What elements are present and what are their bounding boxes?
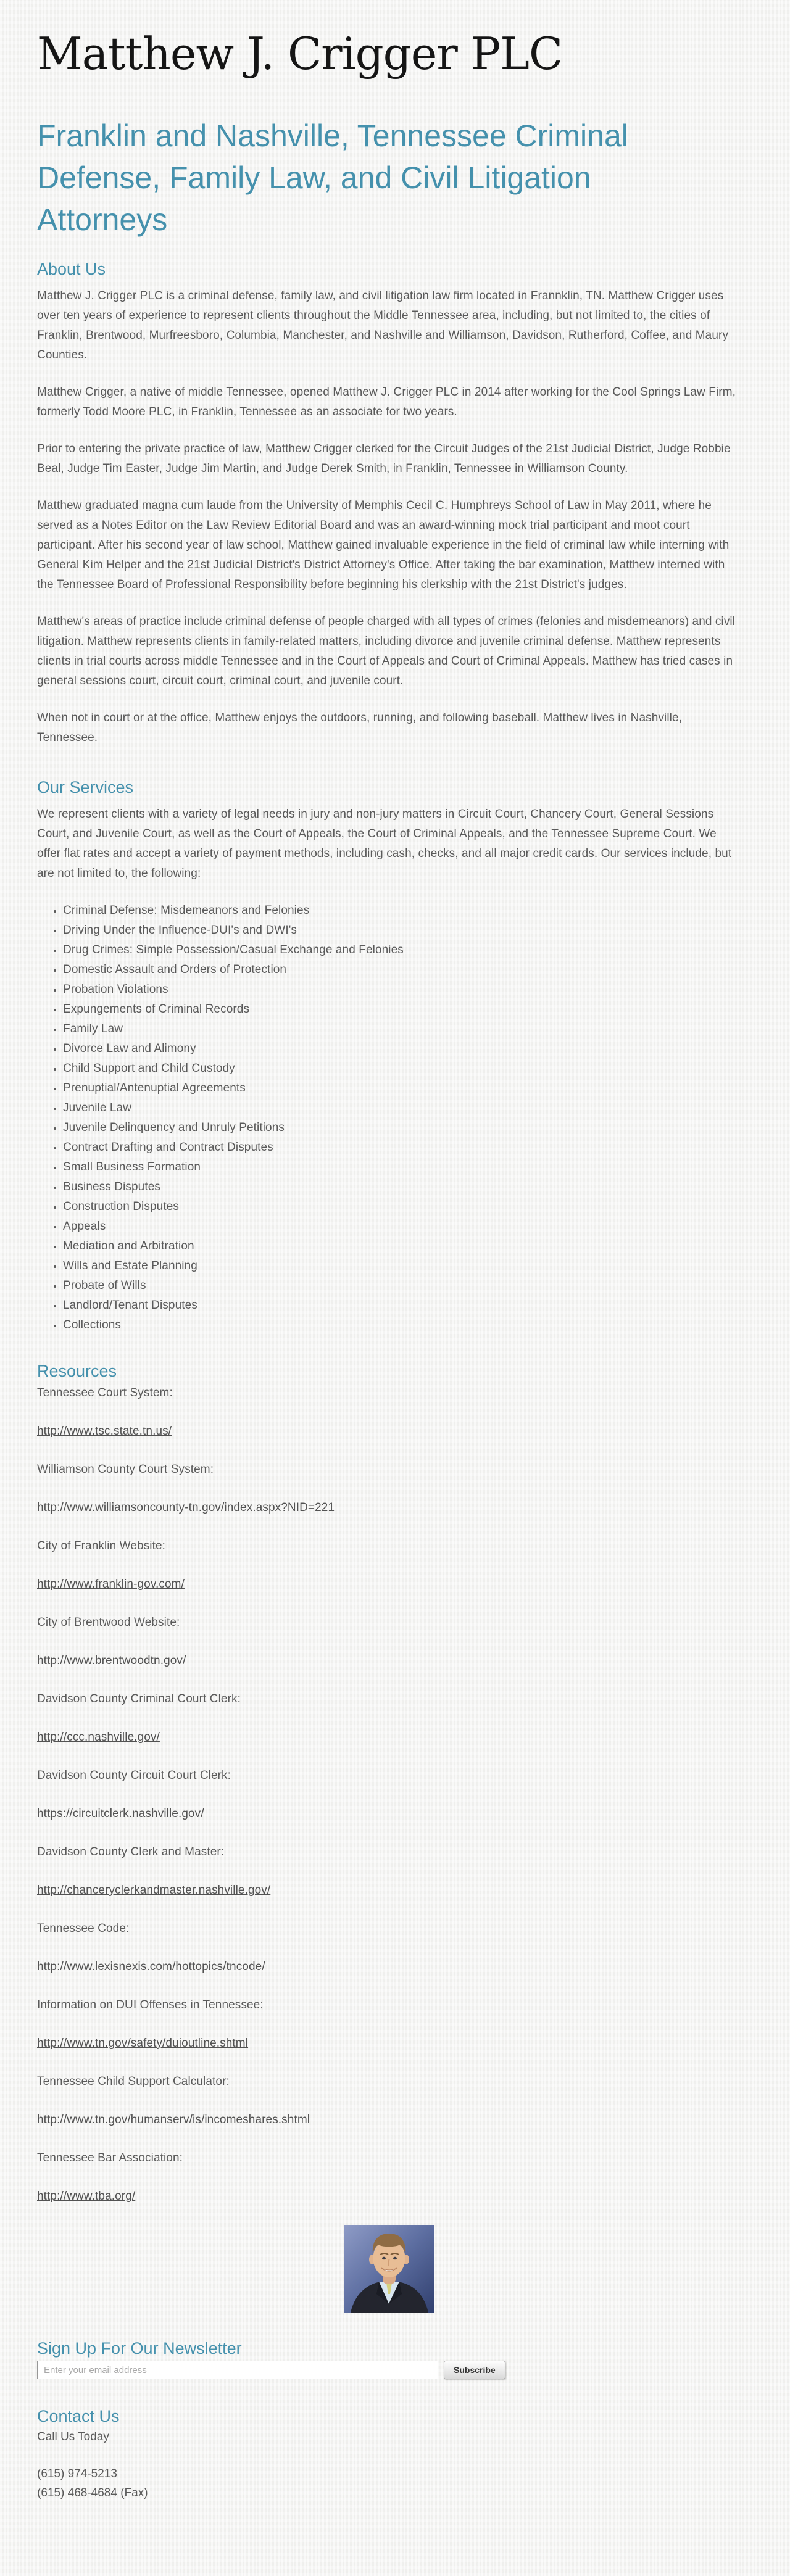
services-intro: We represent clients with a variety of legal needs in jury and non-jury matters in Circuit Court, Chancery Court, General Sessions Court, and Juvenile Court, as well as the Court of Appeals, the Court of Criminal Appeals, and the Tennessee Supreme Court. We offer flat rates and accept a variety of payment methods, including cash, checks, and all major credit cards. Our services include, but are not limited to, the following: <box>37 808 732 880</box>
site-tagline: Franklin and Nashville, Tennessee Criminal Defense, Family Law, and Civil Litigation Attorneys <box>37 118 628 237</box>
resource-link-row <box>37 1881 741 1900</box>
service-item: • Construction Disputes <box>63 1197 741 1217</box>
about-paragraph: Matthew graduated magna cum laude from the University of Memphis Cecil C. Humphreys School of Law in May 2011, where he served as a Notes Editor on the Law Review Editorial Board and was an award-winning mock trial participant and moot court participant. After his second year of law school, Matthew gained invaluable experience in the field of criminal law while interning with General Kim Helper and the 21st Judicial District's District Attorney's Office. After taking the bar examination, Matthew interned with the Tennessee Board of Professional Responsibility before beginning his clerkship with the 21st District's judges. <box>37 499 730 591</box>
service-item: • Mediation and Arbitration <box>63 1236 741 1256</box>
resource-link-row <box>37 1957 741 1977</box>
about-section <box>37 258 741 748</box>
service-item: • Family Law <box>63 1019 741 1039</box>
resource-label: Davidson County Criminal Court Clerk: <box>37 1692 241 1705</box>
service-item: • Prenuptial/Antenuptial Agreements <box>63 1079 741 1098</box>
fax-number: (615) 468-4684 (Fax) <box>37 2487 148 2499</box>
resource-link-row <box>37 1728 741 1747</box>
service-item: • Collections <box>63 1315 741 1335</box>
service-item: • Divorce Law and Alimony <box>63 1039 741 1059</box>
resource-link-row <box>37 2110 741 2130</box>
service-item: • Landlord/Tenant Disputes <box>63 1296 741 1315</box>
about-paragraph: Matthew's areas of practice include criminal defense of people charged with all types of crimes (felonies and misdemeanors) and civil litigation. Matthew represents clients in family-related matters, including divorce and juvenile criminal defense. Matthew represents clients in trial courts across middle Tennessee and in the Court of Appeals and Court of Criminal Appeals. Matthew has tried cases in general sessions court, circuit court, criminal court, and juvenile court. <box>37 615 736 687</box>
attorney-photo <box>344 2225 434 2313</box>
newsletter-form <box>37 2361 741 2379</box>
resource-label: Tennessee Court System: <box>37 1386 173 1399</box>
resource-label: Davidson County Clerk and Master: <box>37 1845 225 1858</box>
service-item: • Criminal Defense: Misdemeanors and Felonies <box>63 901 741 921</box>
resources-section <box>37 1360 741 2206</box>
resource-link[interactable]: http://www.williamsoncounty-tn.gov/index.aspx?NID=221 <box>37 1501 335 1514</box>
about-paragraph: When not in court or at the office, Matthew enjoys the outdoors, running, and following baseball. Matthew lives in Nashville, Tennessee. <box>37 711 683 744</box>
resource-link[interactable]: https://circuitclerk.nashville.gov/ <box>37 1807 204 1820</box>
resource-label: Tennessee Bar Association: <box>37 2151 183 2164</box>
page <box>0 25 790 2503</box>
resource-link-row <box>37 2034 741 2053</box>
contact-heading: Contact Us <box>37 2407 120 2425</box>
resource-link[interactable]: http://www.tba.org/ <box>37 2190 136 2203</box>
resources-list <box>37 1383 741 2206</box>
service-item: • Probate of Wills <box>63 1276 741 1296</box>
service-item: • Juvenile Delinquency and Unruly Petitions <box>63 1118 741 1138</box>
services-heading: Our Services <box>37 778 134 797</box>
resource-label: Davidson County Circuit Court Clerk: <box>37 1769 231 1782</box>
service-item: • Child Support and Child Custody <box>63 1059 741 1079</box>
resource-link-row <box>37 1804 741 1824</box>
about-paragraphs <box>37 286 741 748</box>
about-paragraph: Prior to entering the private practice of law, Matthew Crigger clerked for the Circuit Judges of the 21st Judicial District, Judge Robbie Beal, Judge Tim Easter, Judge Jim Martin, and Judge Derek Smith, in Franklin, Tennessee in Williamson County. <box>37 442 731 475</box>
service-item: • Contract Drafting and Contract Disputes <box>63 1138 741 1158</box>
services-list <box>37 901 741 1335</box>
about-paragraph: Matthew Crigger, a native of middle Tennessee, opened Matthew J. Crigger PLC in 2014 after working for the Cool Springs Law Firm, formerly Todd Moore PLC, in Franklin, Tennessee as an associate for two years. <box>37 386 736 418</box>
resource-link[interactable]: http://www.tn.gov/humanserv/is/incomeshares.shtml <box>37 2113 310 2126</box>
resource-label: Tennessee Code: <box>37 1922 130 1935</box>
about-heading: About Us <box>37 260 106 278</box>
resources-heading: Resources <box>37 1362 117 1380</box>
newsletter-section <box>37 2338 741 2379</box>
resource-link[interactable]: http://ccc.nashville.gov/ <box>37 1731 160 1744</box>
resource-link-row <box>37 1498 741 1518</box>
newsletter-heading: Sign Up For Our Newsletter <box>37 2339 242 2358</box>
subscribe-button[interactable]: Subscribe <box>444 2361 505 2379</box>
resource-link-row <box>37 1422 741 1441</box>
site-title: Matthew J. Crigger PLC <box>37 28 563 80</box>
contact-phones <box>37 2464 741 2503</box>
resource-link[interactable]: http://www.brentwoodtn.gov/ <box>37 1654 186 1667</box>
resource-link[interactable]: http://chanceryclerkandmaster.nashville.gov/ <box>37 1884 271 1897</box>
service-item: • Expungements of Criminal Records <box>63 1000 741 1019</box>
service-item: • Small Business Formation <box>63 1158 741 1177</box>
resource-label: City of Brentwood Website: <box>37 1616 180 1629</box>
service-item: • Wills and Estate Planning <box>63 1256 741 1276</box>
service-item: • Driving Under the Influence-DUI's and DWI's <box>63 921 741 940</box>
email-input[interactable] <box>37 2361 438 2379</box>
service-item: • Business Disputes <box>63 1177 741 1197</box>
resource-label: Williamson County Court System: <box>37 1463 214 1476</box>
services-section <box>37 776 741 1335</box>
resource-link[interactable]: http://www.franklin-gov.com/ <box>37 1578 185 1591</box>
resource-link[interactable]: http://www.tn.gov/safety/duioutline.shtml <box>37 2037 249 2050</box>
resource-link-row <box>37 1575 741 1594</box>
service-item: • Juvenile Law <box>63 1098 741 1118</box>
contact-section <box>37 2405 741 2503</box>
about-paragraph: Matthew J. Crigger PLC is a criminal defense, family law, and civil litigation law firm located in Frannklin, TN. Matthew Crigger uses over ten years of experience to represent clients throughout the Middle Tennessee area, including, but not limited to, the cities of Franklin, Brentwood, Murfreesboro, Columbia, Manchester, and Nashville and Williamson, Davidson, Rutherford, Coffee, and Maury Counties. <box>37 289 729 362</box>
service-item: • Probation Violations <box>63 980 741 1000</box>
resource-link-row <box>37 2187 741 2206</box>
header <box>37 25 741 241</box>
resource-link-row <box>37 1651 741 1671</box>
service-item: • Appeals <box>63 1217 741 1236</box>
resource-label: City of Franklin Website: <box>37 1539 166 1552</box>
contact-intro: Call Us Today <box>37 2430 109 2443</box>
service-item: • Drug Crimes: Simple Possession/Casual Exchange and Felonies <box>63 940 741 960</box>
resource-link[interactable]: http://www.tsc.state.tn.us/ <box>37 1425 172 1438</box>
phone-number: (615) 974-5213 <box>37 2467 117 2480</box>
resource-label: Information on DUI Offenses in Tennessee: <box>37 1998 264 2011</box>
service-item: • Domestic Assault and Orders of Protection <box>63 960 741 980</box>
resource-label: Tennessee Child Support Calculator: <box>37 2075 230 2088</box>
resource-link[interactable]: http://www.lexisnexis.com/hottopics/tncode/ <box>37 1960 265 1973</box>
